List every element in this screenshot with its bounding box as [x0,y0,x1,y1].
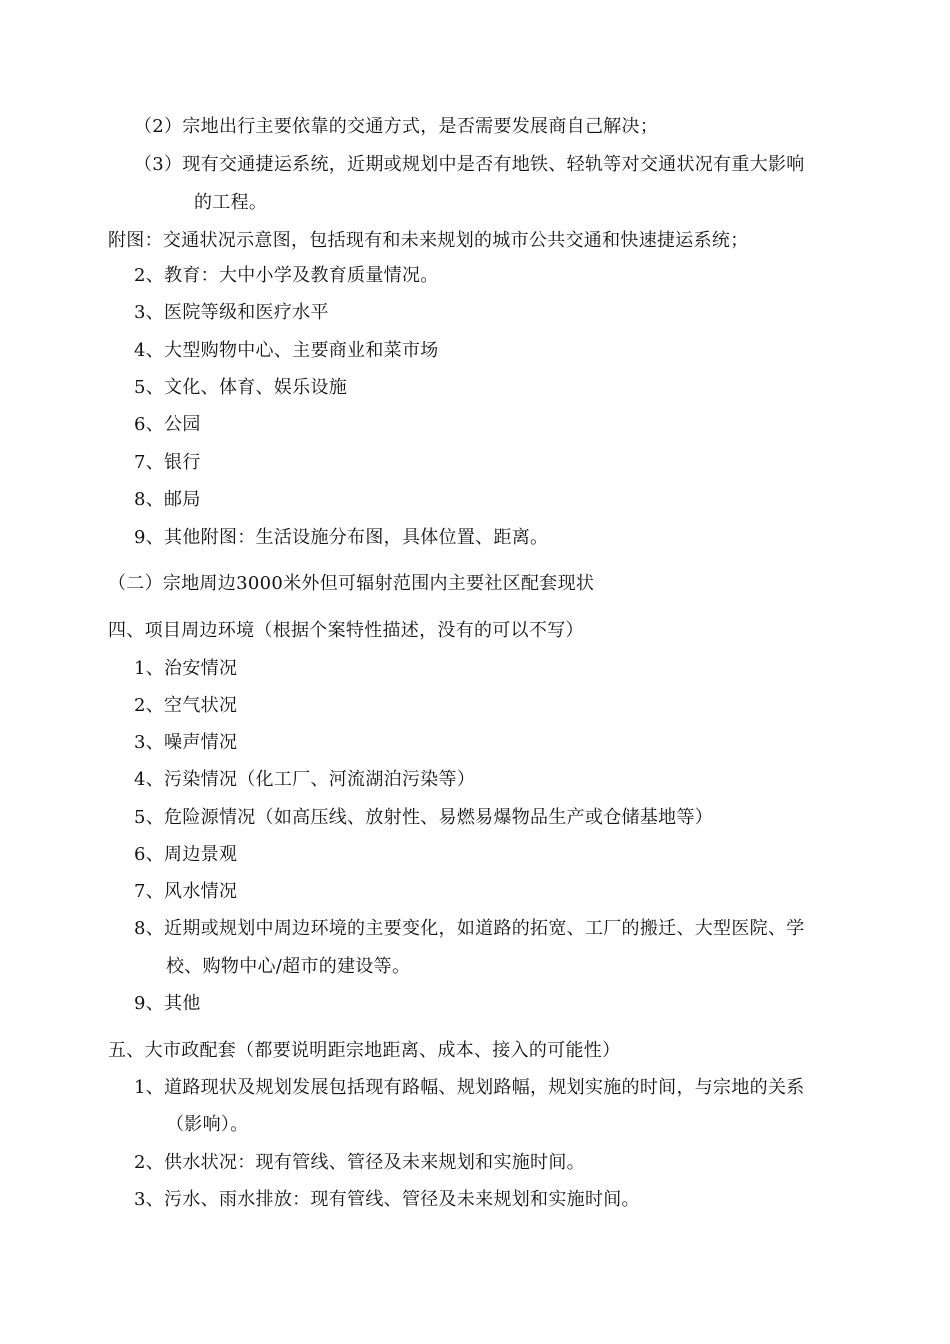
list-item: 3、噪声情况 [134,732,238,753]
list-item: 6、公园 [134,414,201,435]
list-item: 4、大型购物中心、主要商业和菜市场 [134,340,439,361]
list-item: 3、污水、雨水排放：现有管线、管径及未来规划和实施时间。 [134,1189,640,1210]
text-line: （2）宗地出行主要依靠的交通方式，是否需要发展商自己解决； [134,116,659,137]
list-item: 8、邮局 [134,489,201,510]
list-item-continuation: （影响）。 [166,1114,249,1135]
section-heading: 五、大市政配套（都要说明距宗地距离、成本、接入的可能性） [108,1040,621,1061]
list-item: 9、其他 [134,993,201,1014]
list-item: 1、治安情况 [134,658,238,679]
list-item: 7、银行 [134,452,201,473]
list-item: 2、教育：大中小学及教育质量情况。 [134,265,439,286]
list-item: 5、危险源情况（如高压线、放射性、易燃易爆物品生产或仓储基地等） [134,807,714,828]
list-item: 2、供水状况：现有管线、管径及未来规划和实施时间。 [134,1152,585,1173]
list-item: 8、近期或规划中周边环境的主要变化，如道路的拓宽、工厂的搬迁、大型医院、学 [134,918,805,939]
text-line: 附图：交通状况示意图，包括现有和未来规划的城市公共交通和快速捷运系统； [108,230,749,251]
list-item: 6、周边景观 [134,844,238,865]
list-item: 2、空气状况 [134,695,238,716]
subsection-heading: （二）宗地周边3000米外但可辐射范围内主要社区配套现状 [108,573,595,594]
text-line: （3）现有交通捷运系统，近期或规划中是否有地铁、轻轨等对交通状况有重大影响 [134,154,805,175]
list-item: 5、文化、体育、娱乐设施 [134,377,348,398]
list-item: 7、风水情况 [134,881,238,902]
list-item: 9、其他附图：生活设施分布图，具体位置、距离。 [134,527,549,548]
text-line: 的工程。 [194,192,268,213]
list-item: 4、污染情况（化工厂、河流湖泊污染等） [134,769,476,790]
list-item: 1、道路现状及规划发展包括现有路幅、规划路幅，规划实施的时间，与宗地的关系 [134,1077,805,1098]
section-heading: 四、项目周边环境（根据个案特性描述，没有的可以不写） [108,620,584,641]
list-item: 3、医院等级和医疗水平 [134,302,329,323]
list-item-continuation: 校、购物中心/超市的建设等。 [166,956,411,977]
